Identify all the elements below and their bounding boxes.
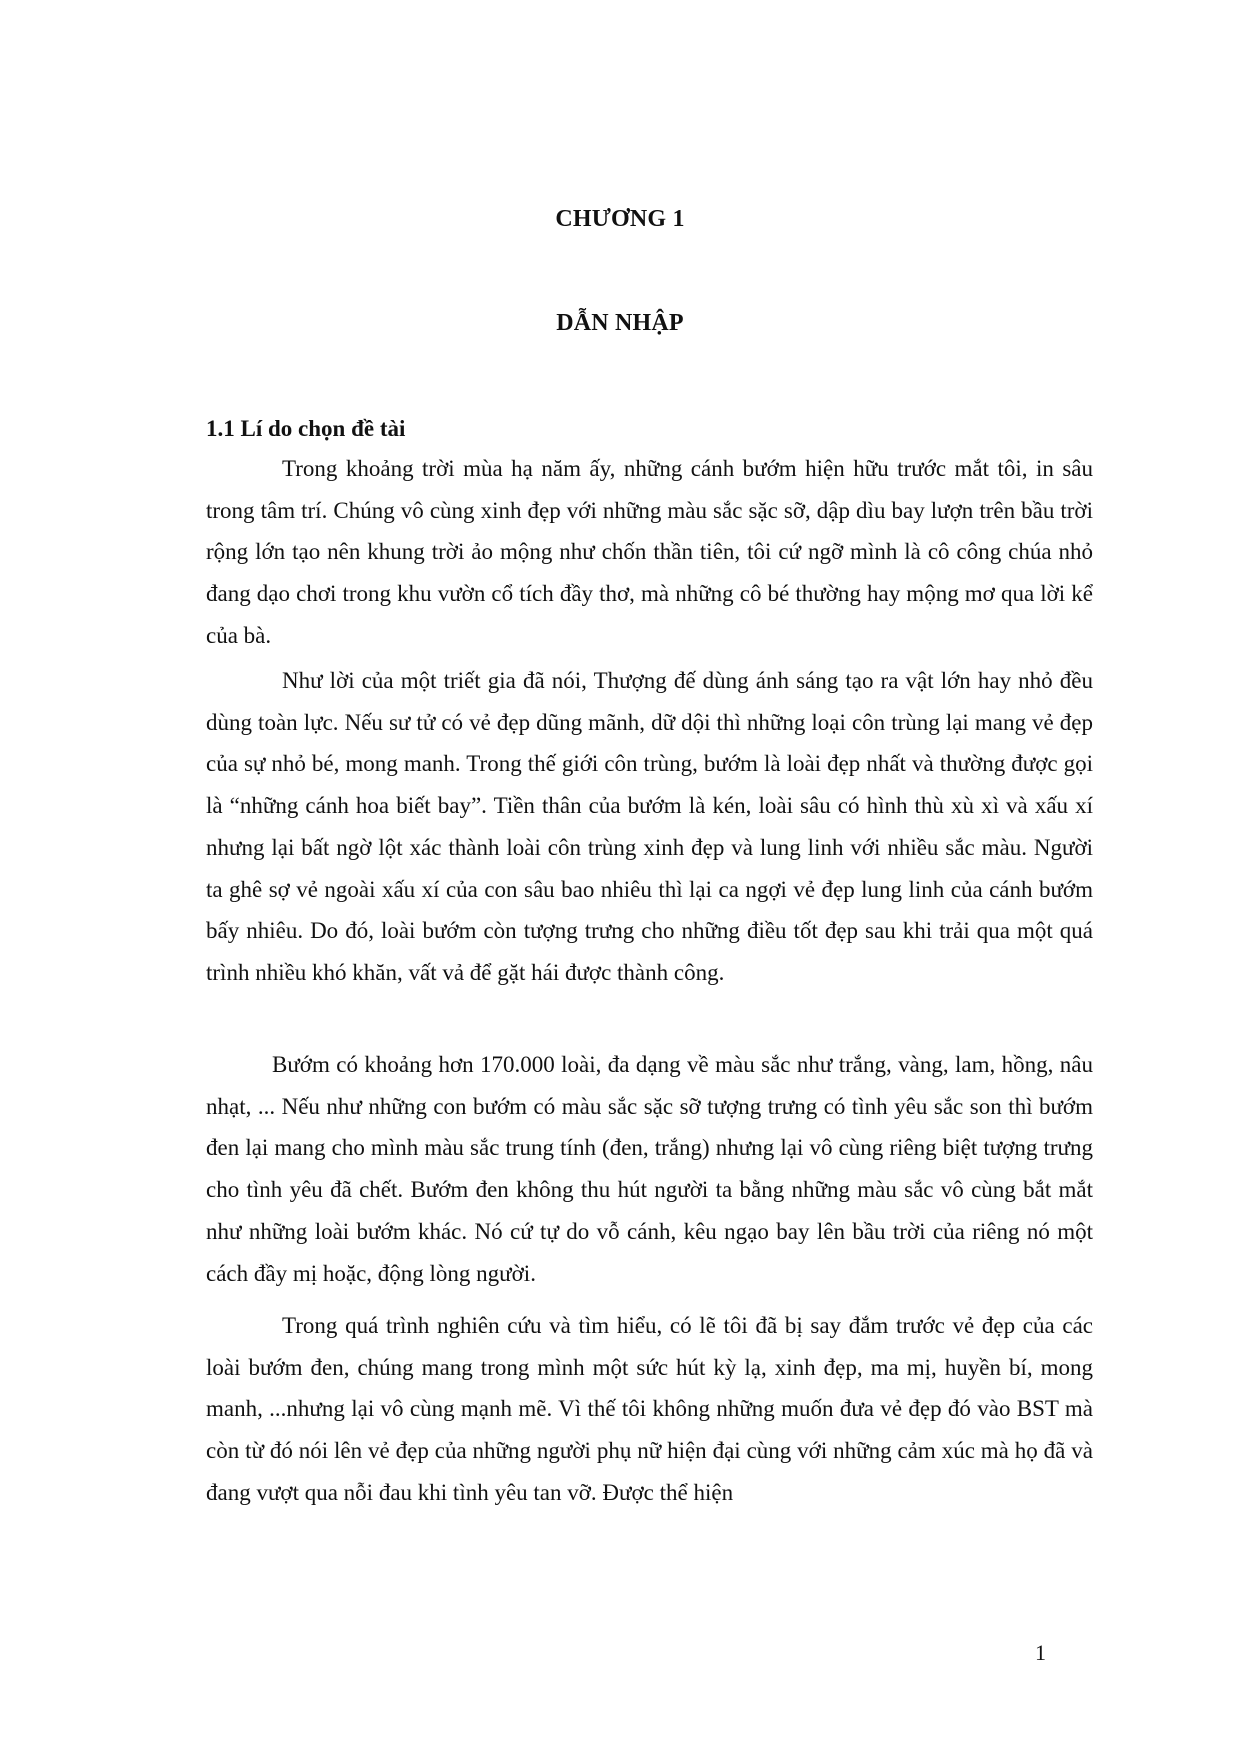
paragraph-4: Trong quá trình nghiên cứu và tìm hiểu, có lẽ tôi đã bị say đắm trước vẻ đẹp của các loài bướm đen, chúng mang trong mình một sức hút kỳ lạ, xinh đẹp, ma mị, huyền bí, mong manh, ...nhưng lại vô cùng mạnh mẽ. Vì thế tôi không những muốn đưa vẻ đẹp đó vào BST mà còn từ đó nói lên vẻ đẹp của những người phụ nữ hiện đại cùng với những cảm xúc mà họ đã và đang vượt qua nỗi đau khi tình yêu tan vỡ. Được thể hiện bbox=[206, 1313, 1093, 1505]
paragraph-2: Như lời của một triết gia đã nói, Thượng đế dùng ánh sáng tạo ra vật lớn hay nhỏ đều dùng toàn lực. Nếu sư tử có vẻ đẹp dũng mãnh, dữ dội thì những loại côn trùng lại mang vẻ đẹp của sự nhỏ bé, mong manh. Trong thế giới côn trùng, bướm là loài đẹp nhất và thường được gọi là “những cánh hoa biết bay”. Tiền thân của bướm là kén, loài sâu có hình thù xù xì và xấu xí nhưng lại bất ngờ lột xác thành loài côn trùng xinh đẹp và lung linh với nhiều sắc màu. Người ta ghê sợ vẻ ngoài xấu xí của con sâu bao nhiêu thì lại ca ngợi vẻ đẹp lung linh của cánh bướm bấy nhiêu. Do đó, loài bướm còn tượng trưng cho những điều tốt đẹp sau khi trải qua một quá trình nhiều khó khăn, vất vả để gặt hái được thành công. bbox=[206, 668, 1093, 985]
chapter-title: DẪN NHẬP bbox=[556, 310, 684, 336]
section-heading: 1.1 Lí do chọn đề tài bbox=[206, 416, 406, 441]
paragraph-1: Trong khoảng trời mùa hạ năm ấy, những cánh bướm hiện hữu trước mắt tôi, in sâu trong tâm trí. Chúng vô cùng xinh đẹp với những màu sắc sặc sỡ, dập dìu bay lượn trên bầu trời rộng lớn tạo nên khung trời ảo mộng như chốn thần tiên, tôi cứ ngỡ mình là cô công chúa nhỏ đang dạo chơi trong khu vườn cổ tích đầy thơ, mà những cô bé thường hay mộng mơ qua lời kể của bà. bbox=[206, 456, 1093, 648]
paragraph-3: Bướm có khoảng hơn 170.000 loài, đa dạng về màu sắc như trắng, vàng, lam, hồng, nâu nhạt, ... Nếu như những con bướm có màu sắc sặc sỡ tượng trưng có tình yêu sắc son thì bướm đen lại mang cho mình màu sắc trung tính (đen, trắng) nhưng lại vô cùng riêng biệt tượng trưng cho tình yêu đã chết. Bướm đen không thu hút người ta bằng những màu sắc vô cùng bắt mắt như những loài bướm khác. Nó cứ tự do vỗ cánh, kêu ngạo bay lên bầu trời của riêng nó một cách đầy mị hoặc, động lòng người. bbox=[206, 1052, 1093, 1286]
page-number: 1 bbox=[1035, 1640, 1046, 1665]
chapter-label: CHƯƠNG 1 bbox=[555, 206, 685, 232]
